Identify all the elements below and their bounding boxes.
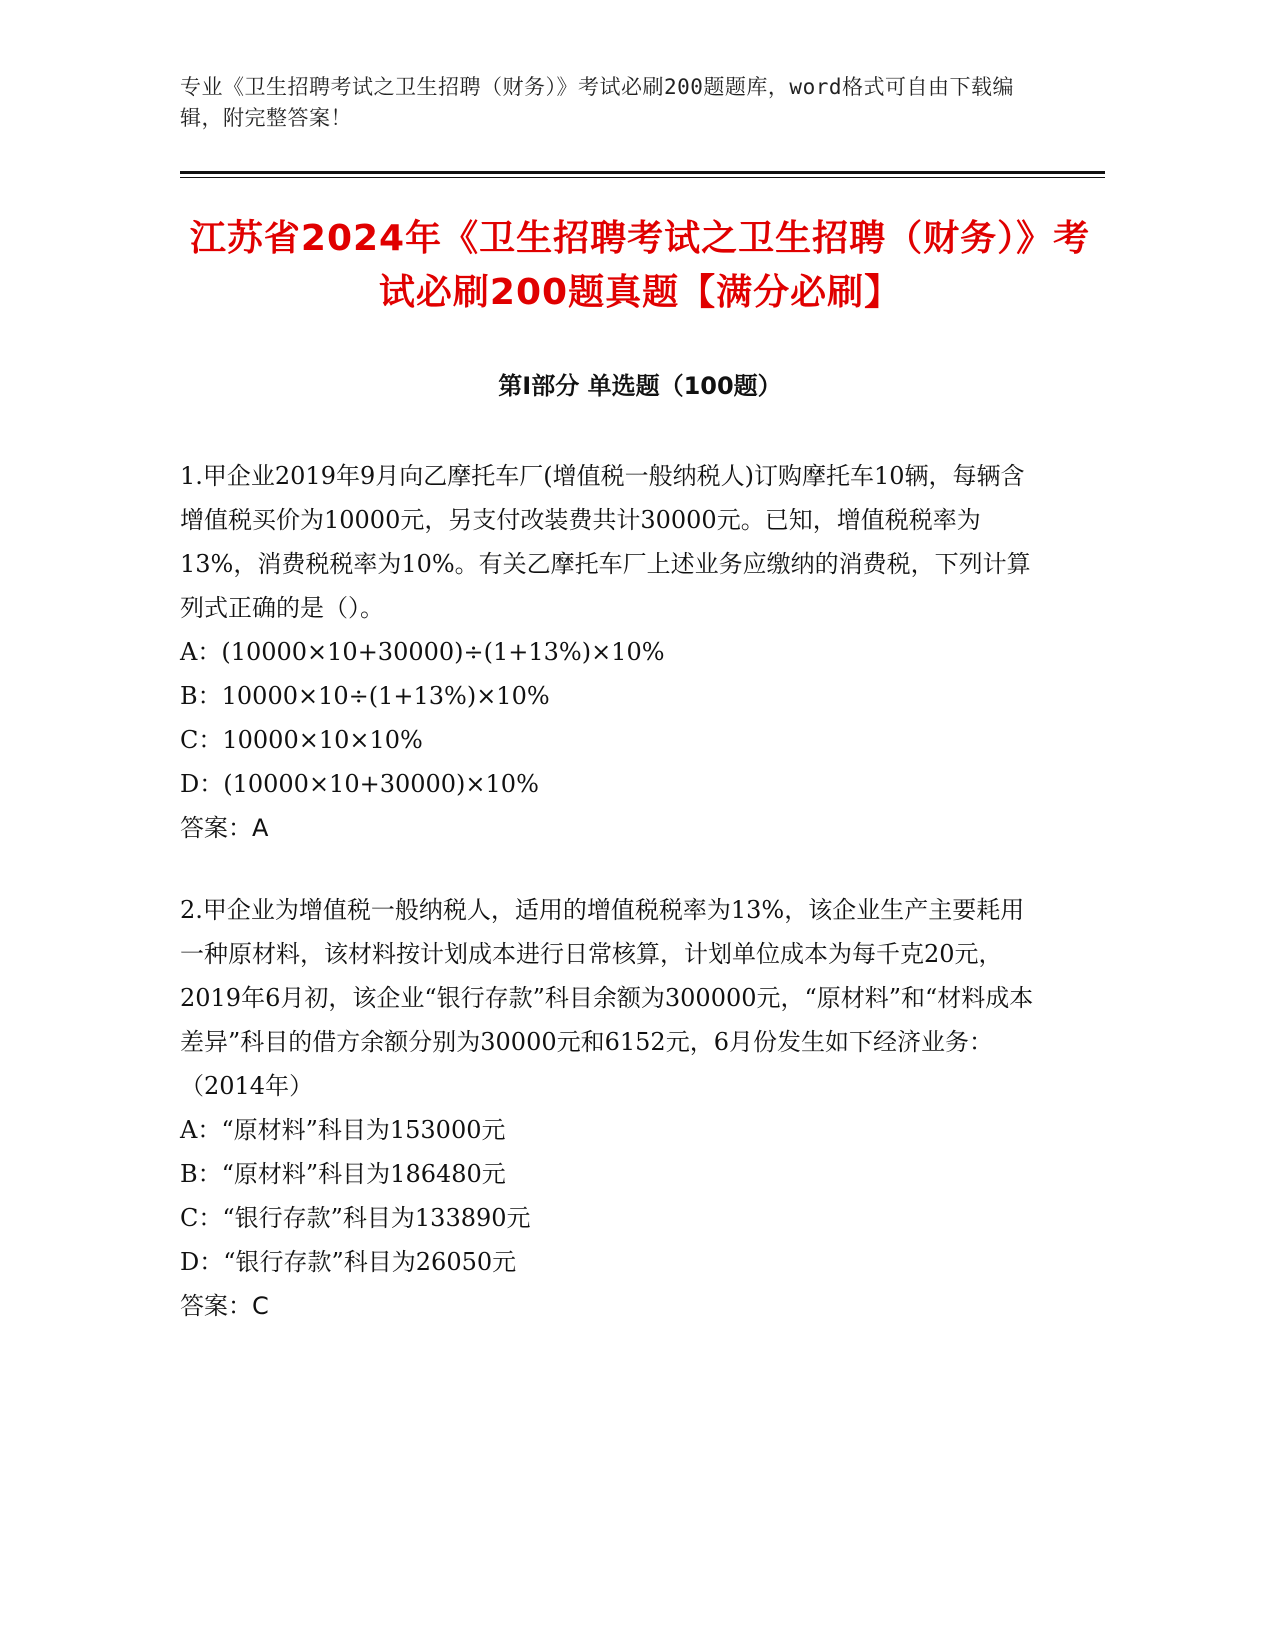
header-divider-thick bbox=[180, 171, 1105, 174]
option-b: B：“原材料”科目为186480元 bbox=[180, 1160, 506, 1188]
section-title: 第I部分 单选题（100题） bbox=[498, 372, 782, 400]
document-title: 江苏省2024年《卫生招聘考试之卫生招聘（财务）》考试必刷200题真题【满分必刷】 bbox=[189, 218, 1091, 313]
option-a: A：(10000×10+30000)÷(1+13%)×10% bbox=[180, 638, 665, 666]
option-d: D：“银行存款”科目为26050元 bbox=[180, 1248, 517, 1276]
option-c: C：“银行存款”科目为133890元 bbox=[180, 1204, 531, 1232]
header-note: 专业《卫生招聘考试之卫生招聘（财务）》考试必刷200题题库，word格式可自由下载编辑，附完整答案！ bbox=[180, 75, 1014, 130]
option-d: D：(10000×10+30000)×10% bbox=[180, 770, 539, 798]
option-c: C：10000×10×10% bbox=[180, 726, 423, 754]
option-a: A：“原材料”科目为153000元 bbox=[180, 1116, 506, 1144]
question-stem: 1.甲企业2019年9月向乙摩托车厂(增值税一般纳税人)订购摩托车10辆，每辆含增值税买价为10000元，另支付改装费共计30000元。已知，增值税税率为13%，消费税税率为10%。有关乙摩托车厂上述业务应缴纳的消费税，下列计算列式正确的是（）。 bbox=[180, 462, 1031, 622]
answer: 答案：A bbox=[180, 814, 269, 842]
question-stem: 2.甲企业为增值税一般纳税人，适用的增值税税率为13%，该企业生产主要耗用一种原材料，该材料按计划成本进行日常核算，计划单位成本为每千克20元，2019年6月初，该企业“银行存款”科目余额为300000元，“原材料”和“材料成本差异”科目的借方余额分别为30000元和6152元，6月份发生如下经济业务：（2014年） bbox=[180, 896, 1034, 1100]
question-2 bbox=[180, 888, 1040, 1328]
answer: 答案：C bbox=[180, 1292, 269, 1320]
option-b: B：10000×10÷(1+13%)×10% bbox=[180, 682, 550, 710]
question-1 bbox=[180, 454, 1040, 850]
header-divider-thin bbox=[180, 177, 1105, 178]
